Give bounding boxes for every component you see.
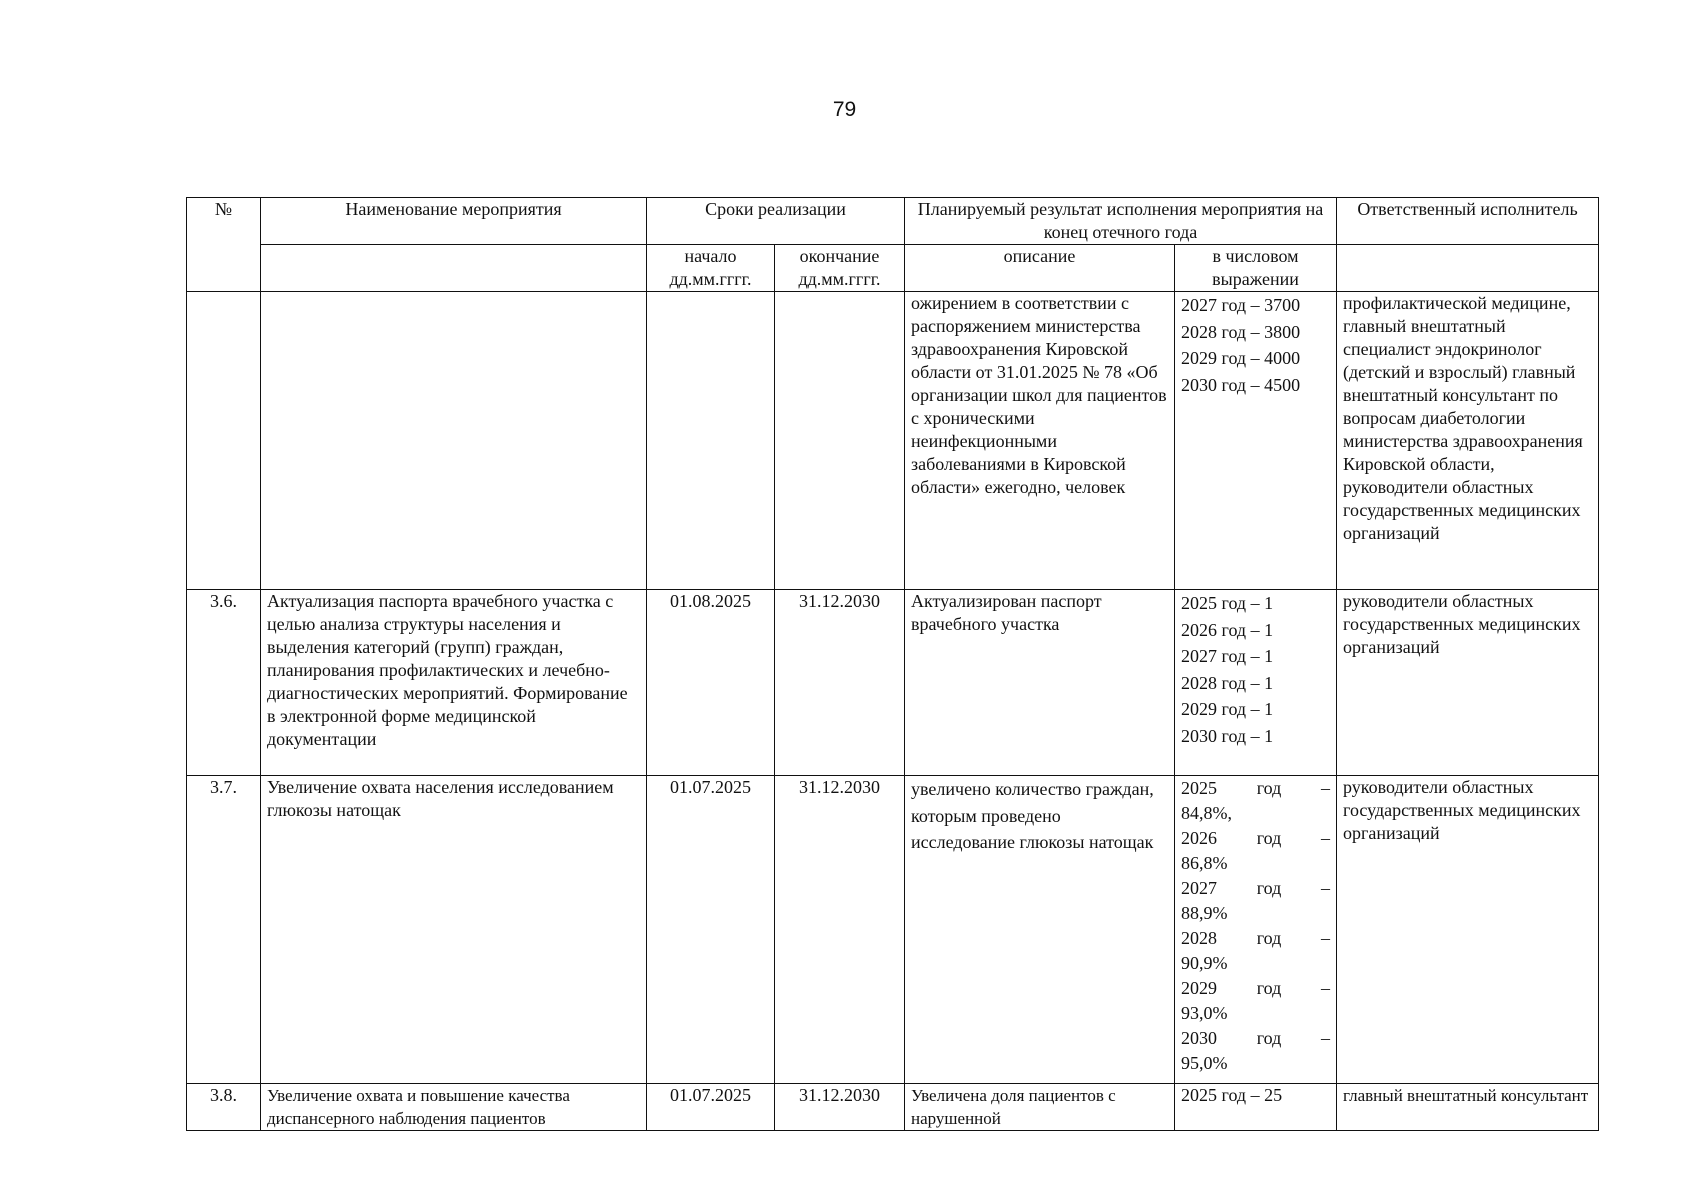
value-line: 2030 год – 1 bbox=[1181, 725, 1274, 746]
header-row-2 bbox=[187, 245, 1599, 292]
pct-line bbox=[1181, 976, 1330, 1001]
header-name: Наименование мероприятия bbox=[261, 198, 647, 245]
row-end: 31.12.2030 bbox=[775, 1084, 905, 1131]
row-values bbox=[1175, 292, 1337, 590]
pct-unit: год bbox=[1256, 878, 1282, 898]
row-end: 31.12.2030 bbox=[775, 590, 905, 776]
value-line: 2026 год – 1 bbox=[1181, 619, 1274, 640]
row-description: Увеличена доля пациентов с нарушенной bbox=[905, 1084, 1175, 1131]
row-values bbox=[1175, 590, 1337, 776]
value-line: 2027 год – 1 bbox=[1181, 646, 1274, 666]
header-start bbox=[647, 245, 775, 292]
row-description: Актуализирован паспорт врачебного участка bbox=[905, 590, 1175, 776]
pct-line bbox=[1181, 926, 1330, 951]
row-num: 3.6. bbox=[187, 590, 261, 776]
table-row bbox=[187, 1084, 1599, 1131]
pct-dash: – bbox=[1321, 928, 1330, 948]
value-line: 2030 год – 4500 bbox=[1181, 374, 1301, 395]
row-num: 3.7. bbox=[187, 776, 261, 1084]
row-values bbox=[1175, 776, 1337, 1084]
row-description: ожирением в соответствии с распоряжением министерства здравоохранения Кировской области от 31.01.2025 № 78 «Об организации школ для пациентов с хроническими неинфекционными заболеваниями в Кировской области» ежегодно, человек bbox=[905, 292, 1175, 590]
value-line: 2025 год – 25 bbox=[1181, 1085, 1283, 1105]
row-end bbox=[775, 292, 905, 590]
header-num: № bbox=[187, 198, 261, 292]
table-row bbox=[187, 776, 1599, 1084]
pct-unit: год bbox=[1256, 778, 1282, 798]
row-start: 01.07.2025 bbox=[647, 1084, 775, 1131]
events-table bbox=[186, 197, 1599, 1131]
row-responsible: профилактической медицине, главный внештатный специалист эндокринолог (детский и взрослый) главный внештатный консультант по вопросам диабетологии министерства здравоохранения Кировской области, руководители областных государственных медицинских организаций bbox=[1337, 292, 1599, 590]
pct-unit: год bbox=[1256, 828, 1282, 848]
pct-dash: – bbox=[1321, 778, 1330, 798]
pct-value: 95,0% bbox=[1181, 1053, 1228, 1073]
pct-line bbox=[1181, 776, 1330, 801]
header-numeric: в числовом выражении bbox=[1175, 245, 1337, 292]
value-line: 2029 год – 4000 bbox=[1181, 348, 1301, 368]
value-line: 2027 год – 3700 bbox=[1181, 295, 1301, 315]
row-start: 01.07.2025 bbox=[647, 776, 775, 1084]
header-responsible: Ответственный исполнитель bbox=[1337, 198, 1599, 245]
pct-dash: – bbox=[1321, 878, 1330, 898]
pct-line bbox=[1181, 876, 1330, 901]
row-responsible: руководители областных государственных медицинских организаций bbox=[1337, 590, 1599, 776]
pct-year: 2028 bbox=[1181, 928, 1218, 948]
header-responsible-empty bbox=[1337, 245, 1599, 292]
row-description: увеличено количество граждан, которым проведено исследование глюкозы натощак bbox=[905, 776, 1175, 1084]
row-responsible: руководители областных государственных медицинских организаций bbox=[1337, 776, 1599, 1084]
row-end: 31.12.2030 bbox=[775, 776, 905, 1084]
value-line: 2028 год – 3800 bbox=[1181, 321, 1301, 342]
pct-dash: – bbox=[1321, 828, 1330, 848]
header-start-format: дд.мм.гггг. bbox=[669, 269, 752, 289]
pct-value: 93,0% bbox=[1181, 1003, 1228, 1023]
header-description: описание bbox=[905, 245, 1175, 292]
value-line: 2029 год – 1 bbox=[1181, 699, 1274, 719]
row-name: Увеличение охвата населения исследованием глюкозы натощак bbox=[261, 776, 647, 1084]
pct-year: 2030 bbox=[1181, 1028, 1218, 1048]
pct-value: 86,8% bbox=[1181, 853, 1228, 873]
pct-year: 2027 bbox=[1181, 878, 1218, 898]
row-values bbox=[1175, 1084, 1337, 1131]
header-row-1 bbox=[187, 198, 1599, 245]
header-end-label: окончание bbox=[799, 246, 880, 266]
row-num bbox=[187, 292, 261, 590]
value-line: 2025 год – 1 bbox=[1181, 593, 1274, 613]
pct-value: 90,9% bbox=[1181, 953, 1228, 973]
header-terms: Сроки реализации bbox=[647, 198, 905, 245]
pct-value: 88,9% bbox=[1181, 903, 1228, 923]
pct-dash: – bbox=[1321, 978, 1330, 998]
page-number: 79 bbox=[832, 98, 857, 121]
pct-line bbox=[1181, 1026, 1330, 1051]
pct-year: 2029 bbox=[1181, 978, 1218, 998]
row-num: 3.8. bbox=[187, 1084, 261, 1131]
table-row bbox=[187, 590, 1599, 776]
pct-unit: год bbox=[1256, 1028, 1282, 1048]
header-result: Планируемый результат исполнения мероприятия на конец отечного года bbox=[905, 198, 1337, 245]
value-line: 2028 год – 1 bbox=[1181, 672, 1274, 693]
header-end bbox=[775, 245, 905, 292]
header-end-format: дд.мм.гггг. bbox=[798, 269, 881, 289]
row-name: Увеличение охвата и повышение качества диспансерного наблюдения пациентов bbox=[261, 1084, 647, 1131]
pct-unit: год bbox=[1256, 978, 1282, 998]
row-start bbox=[647, 292, 775, 590]
pct-year: 2026 bbox=[1181, 828, 1218, 848]
row-responsible: главный внештатный консультант bbox=[1337, 1084, 1599, 1131]
pct-year: 2025 bbox=[1181, 778, 1218, 798]
pct-line bbox=[1181, 826, 1330, 851]
row-name bbox=[261, 292, 647, 590]
header-start-label: начало bbox=[684, 246, 737, 266]
pct-unit: год bbox=[1256, 928, 1282, 948]
row-name: Актуализация паспорта врачебного участка с целью анализа структуры населения и выделения категорий (групп) граждан, планирования профилактических и лечебно-диагностических мероприятий. Формирование в электронной форме медицинской документации bbox=[261, 590, 647, 776]
header-name-empty bbox=[261, 245, 647, 292]
row-start: 01.08.2025 bbox=[647, 590, 775, 776]
pct-value: 84,8%, bbox=[1181, 803, 1233, 823]
pct-dash: – bbox=[1321, 1028, 1330, 1048]
table-row bbox=[187, 292, 1599, 590]
